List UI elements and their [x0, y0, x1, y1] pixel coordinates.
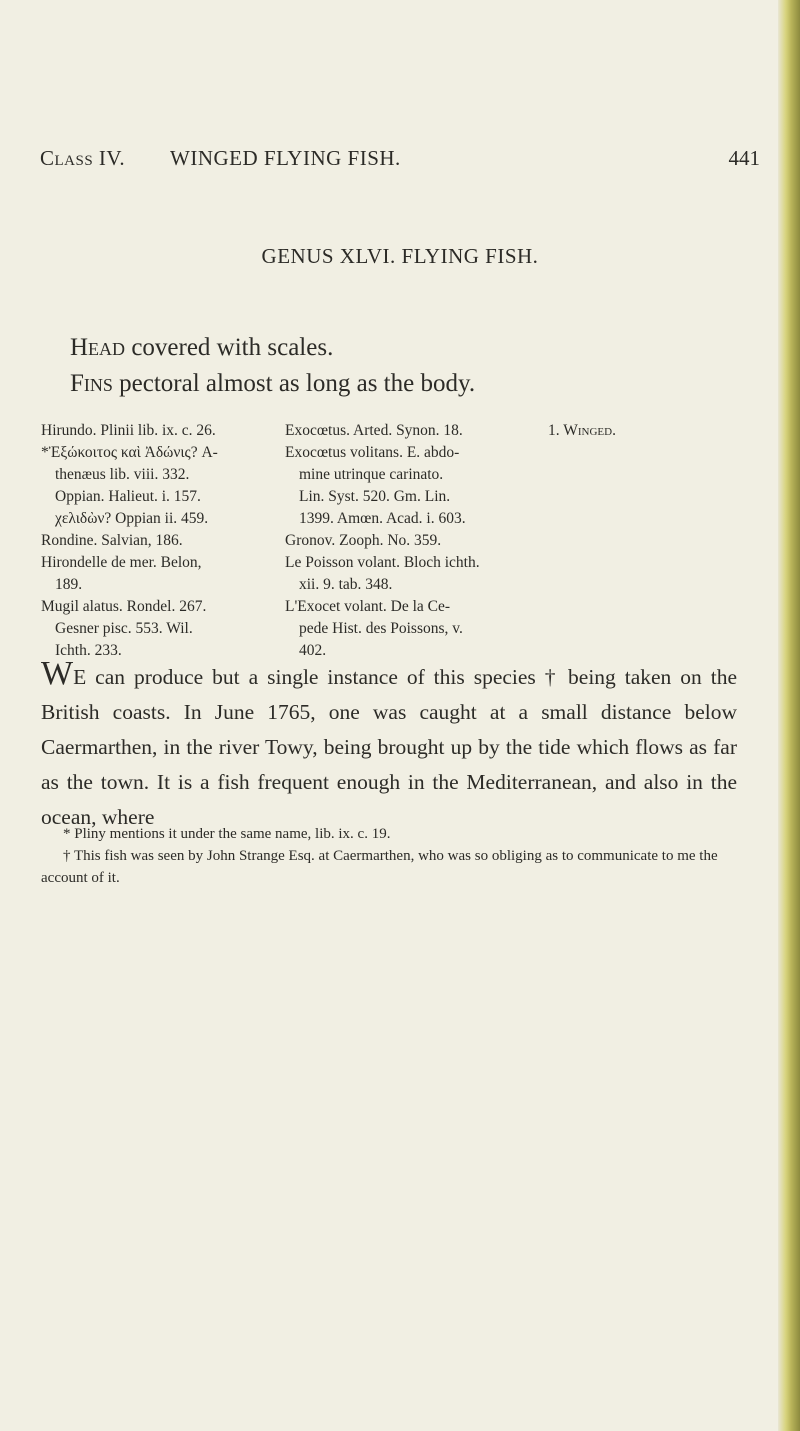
synonym-line: Exocœtus volitans. E. abdo-: [285, 444, 460, 461]
synonym-line: Exocœtus. Arted. Synon. 18.: [285, 422, 463, 439]
synonym-line: L'Exocet volant. De la Ce-: [285, 598, 451, 615]
synonym-line: thenæus lib. viii. 332.: [55, 466, 190, 483]
body-text: E can produce but a single instance of this species † being taken on the British coasts. In June 1765, one was caught at a small distance below Caermarthen, in the river Towy, being brought up by the tide which flows as far as the town. It is a fish frequent enough in the Mediterranean, and also in the ocean, where: [41, 665, 737, 829]
synonym-line: Hirundo. Plinii lib. ix. c. 26.: [41, 422, 216, 439]
synonym-line: Le Poisson volant. Bloch ichth.: [285, 554, 480, 571]
synonym-line: Gesner pisc. 553. Wil.: [55, 620, 193, 637]
page-number: 441: [728, 146, 760, 170]
synonym-line: pede Hist. des Poissons, v.: [299, 620, 463, 637]
synonym-line: 1399. Amœn. Acad. i. 603.: [299, 510, 466, 527]
footnotes: [41, 823, 737, 889]
body-paragraph: [41, 655, 737, 835]
synonyms-left-column: [41, 420, 271, 662]
synonyms-right-column: [285, 420, 545, 662]
synonym-line: Oppian. Halieut. i. 157.: [55, 488, 201, 505]
character-fins: [70, 370, 475, 398]
synonym-line: Lin. Syst. 520. Gm. Lin.: [299, 488, 451, 505]
synonym-line: xii. 9. tab. 348.: [299, 576, 393, 593]
synonym-line: Hirondelle de mer. Belon,: [41, 554, 202, 571]
synonym-line: *Ἐξώκοιτος καὶ Ἀδώνις? A-: [41, 444, 218, 461]
page-edge: [778, 0, 800, 1431]
species-label: [548, 420, 616, 442]
class-label: Class IV.: [40, 146, 126, 170]
footnote-2: † This fish was seen by John Strange Esq. at Caermarthen, who was so obliging as to communicate to me the account of it.: [41, 848, 718, 886]
synonym-line: Mugil alatus. Rondel. 267.: [41, 598, 207, 615]
character-head-text: covered with scales.: [125, 334, 334, 361]
page-header: [40, 146, 760, 176]
running-title: WINGED FLYING FISH.: [170, 146, 401, 170]
synonym-line: 402.: [299, 642, 327, 659]
synonym-line: Gronov. Zooph. No. 359.: [285, 532, 442, 549]
synonym-line: 189.: [55, 576, 83, 593]
genus-title: GENUS XLVI. FLYING FISH.: [261, 244, 539, 268]
synonym-line: Ichth. 233.: [55, 642, 122, 659]
synonym-line: mine utrinque carinato.: [299, 466, 444, 483]
character-fins-lead: Fins: [70, 370, 113, 397]
synonym-line: Rondine. Salvian, 186.: [41, 532, 183, 549]
synonym-line: χελιδὼν? Oppian ii. 459.: [55, 510, 209, 527]
character-head-lead: Head: [70, 334, 126, 361]
footnote-1: * Pliny mentions it under the same name, lib. ix. c. 19.: [63, 826, 391, 842]
species-label-text: 1. Winged.: [548, 422, 616, 439]
character-fins-text: pectoral almost as long as the body.: [112, 370, 476, 397]
drop-cap: W: [41, 655, 74, 692]
character-head: [70, 334, 333, 362]
